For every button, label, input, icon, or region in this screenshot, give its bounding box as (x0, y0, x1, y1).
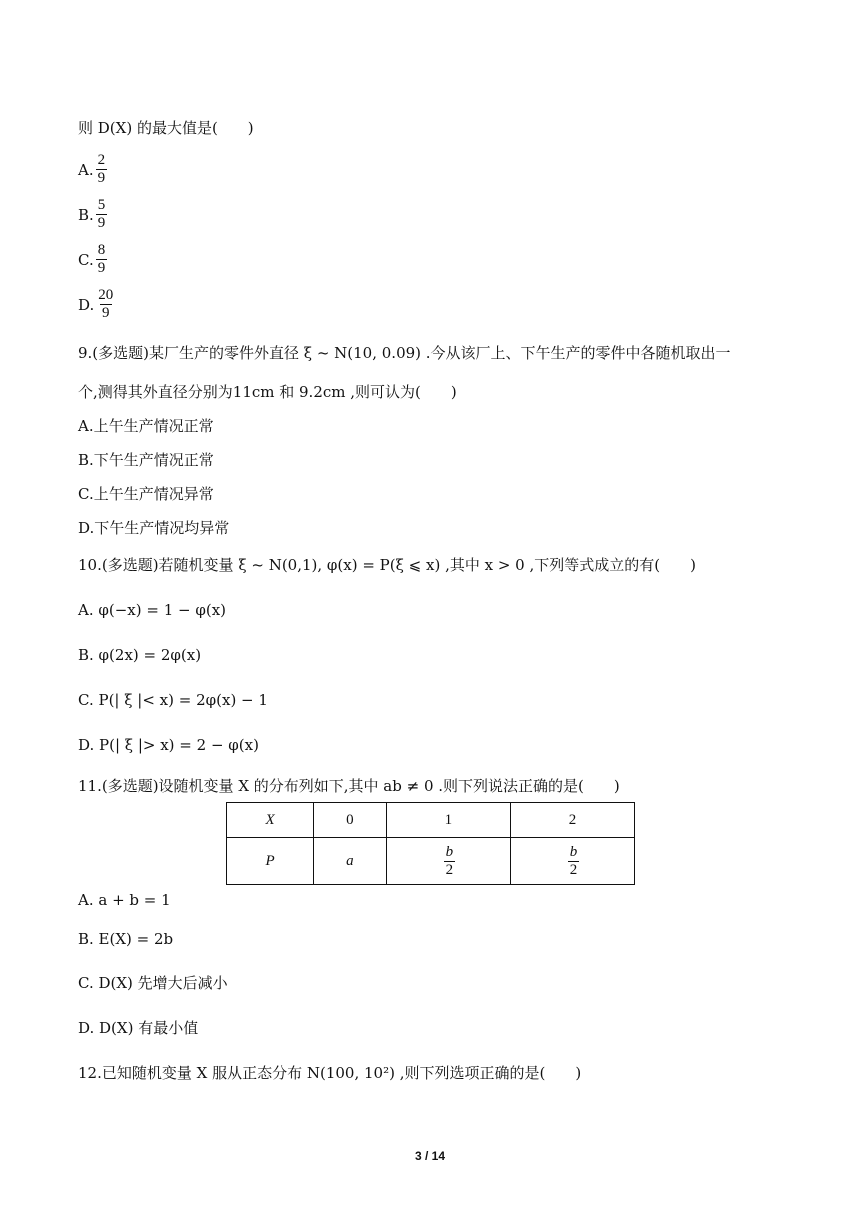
q10-stem: 10.(多选题)若随机变量 ξ ~ N(0,1), φ(x) = P(ξ ⩽ x) ,其中 x > 0 ,下列等式成立的有( ) (78, 556, 696, 574)
table-row (227, 838, 635, 885)
intro-line: 则 D(X) 的最大值是( ) (78, 119, 254, 137)
table-cell: 1 (386, 803, 510, 838)
fraction (96, 242, 108, 277)
fraction (96, 287, 115, 322)
q8-option-b (78, 197, 107, 232)
fraction (444, 844, 456, 879)
q9-option-d: D.下午生产情况均异常 (78, 519, 230, 537)
q11-option-a: A. a + b = 1 (78, 891, 171, 909)
q12-stem: 12.已知随机变量 X 服从正态分布 N(100, 10²) ,则下列选项正确的是( ) (78, 1064, 582, 1082)
q10-option-a: A. φ(−x) = 1 − φ(x) (78, 601, 227, 619)
q11-option-d: D. D(X) 有最小值 (78, 1019, 199, 1037)
numerator: 2 (97, 152, 106, 168)
q11-option-c: C. D(X) 先增大后减小 (78, 974, 228, 992)
fraction (96, 197, 108, 232)
table-cell: P (227, 838, 314, 885)
option-label: B. (78, 205, 94, 224)
fraction (568, 844, 580, 879)
q9-stem-line1: 9.(多选题)某厂生产的零件外直径 ξ ~ N(10, 0.09) .今从该厂上、下午生产的零件中各随机取出一 (78, 344, 731, 362)
numerator: 5 (97, 197, 106, 213)
denominator: 9 (97, 260, 106, 276)
denominator: 9 (102, 305, 110, 321)
q9-option-b: B.下午生产情况正常 (78, 451, 214, 469)
q9-option-a: A.上午生产情况正常 (78, 417, 214, 435)
q9-option-c: C.上午生产情况异常 (78, 485, 214, 503)
q8-option-d (78, 287, 115, 322)
q10-option-c: C. P(| ξ |< x) = 2φ(x) − 1 (78, 691, 268, 709)
numerator: 8 (97, 242, 106, 258)
q11-stem: 11.(多选题)设随机变量 X 的分布列如下,其中 ab ≠ 0 .则下列说法正确的是( ) (78, 777, 620, 795)
table-cell: 2 (510, 803, 634, 838)
table-cell (386, 838, 510, 885)
numerator: b (569, 843, 578, 860)
table-cell: 0 (314, 803, 387, 838)
q11-option-b: B. E(X) = 2b (78, 930, 174, 948)
table-cell (510, 838, 634, 885)
denominator: 2 (445, 861, 454, 878)
table-cell: a (314, 838, 387, 885)
numerator: 20 (98, 287, 114, 303)
option-label: C. (78, 250, 94, 269)
denominator: 9 (97, 170, 106, 186)
q9-stem-line2: 个,测得其外直径分别为11cm 和 9.2cm ,则可认为( ) (78, 383, 457, 401)
denominator: 2 (569, 861, 578, 878)
q8-option-c (78, 242, 107, 277)
table-cell: X (227, 803, 314, 838)
denominator: 9 (97, 215, 106, 231)
q10-option-d: D. P(| ξ |> x) = 2 − φ(x) (78, 736, 259, 754)
option-label: D. (78, 295, 95, 314)
distribution-table (226, 802, 635, 885)
numerator: b (445, 843, 454, 860)
table-row (227, 803, 635, 838)
page-footer: 3 / 14 (414, 1149, 446, 1163)
q8-option-a (78, 152, 107, 187)
fraction (96, 152, 108, 187)
option-label: A. (78, 160, 94, 179)
q10-option-b: B. φ(2x) = 2φ(x) (78, 646, 202, 664)
